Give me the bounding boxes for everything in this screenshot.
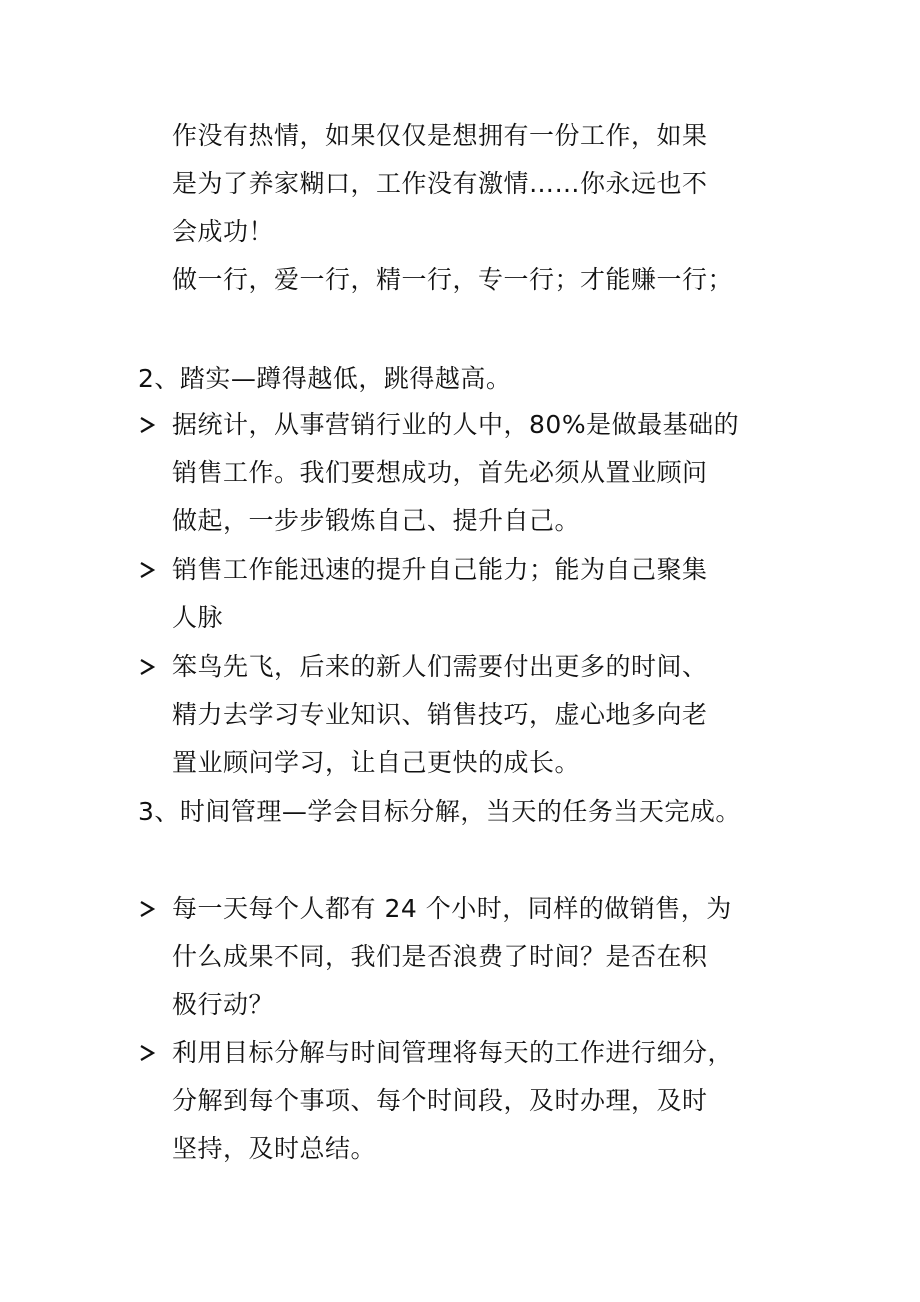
section-2-bullet-1-line-2: 销售工作。我们要想成功，首先必须从置业顾问 (172, 458, 708, 487)
arrowhead-bullet-icon (138, 650, 160, 684)
section-3-bullet-1-line-2: 什么成果不同，我们是否浪费了时间？是否在积 (172, 942, 708, 971)
section-3-bullet-1-line-3: 极行动？ (172, 990, 275, 1019)
intro-line-1: 作没有热情，如果仅仅是想拥有一份工作，如果 (172, 121, 708, 150)
section-2-bullet-2-line-1: 销售工作能迅速的提升自己能力；能为自己聚集 (172, 555, 708, 584)
section-3-bullet-2-line-3: 坚持，及时总结。 (172, 1134, 377, 1163)
arrowhead-bullet-icon (138, 408, 160, 442)
section-2-bullet-1-line-1: 据统计，从事营销行业的人中，80%是做最基础的 (172, 410, 740, 439)
intro-line-2: 是为了养家糊口，工作没有激情……你永远也不 (172, 169, 708, 198)
arrowhead-bullet-icon (138, 892, 160, 926)
section-3-bullet-1-line-1: 每一天每个人都有 24 个小时，同样的做销售，为 (172, 894, 732, 923)
section-3-heading: 3、时间管理—学会目标分解，当天的任务当天完成。 (138, 797, 741, 826)
arrowhead-bullet-icon (138, 553, 160, 587)
section-2-bullet-1-line-3: 做起，一步步锻炼自己、提升自己。 (172, 506, 581, 535)
section-2-bullet-3-line-3: 置业顾问学习，让自己更快的成长。 (172, 748, 581, 777)
section-3-bullet-2-line-1: 利用目标分解与时间管理将每天的工作进行细分， (172, 1038, 734, 1067)
section-2-bullet-3-line-1: 笨鸟先飞，后来的新人们需要付出更多的时间、 (172, 652, 708, 681)
intro-line-4: 做一行，爱一行，精一行，专一行；才能赚一行； (172, 265, 734, 294)
section-2-bullet-2-line-2: 人脉 (172, 603, 224, 632)
arrowhead-bullet-icon (138, 1036, 160, 1070)
section-3-bullet-2-line-2: 分解到每个事项、每个时间段，及时办理，及时 (172, 1086, 708, 1115)
intro-line-3: 会成功！ (172, 217, 275, 246)
section-2-bullet-3-line-2: 精力去学习专业知识、销售技巧，虚心地多向老 (172, 700, 708, 729)
section-2-heading: 2、踏实—蹲得越低，跳得越高。 (138, 364, 512, 393)
